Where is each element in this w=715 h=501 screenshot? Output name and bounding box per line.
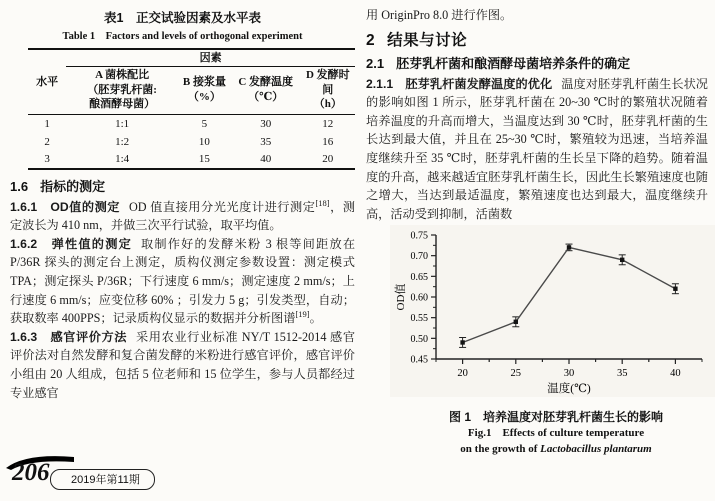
- section-title: 结果与讨论: [387, 31, 468, 49]
- table-cell: 1: [44, 117, 50, 130]
- col-b-line2: （%）: [187, 90, 221, 103]
- svg-text:25: 25: [510, 368, 522, 380]
- svg-text:OD值: OD值: [395, 283, 407, 311]
- table-header-col-a: [66, 67, 178, 115]
- col-a-line2: （胚芽乳杆菌:: [87, 83, 157, 96]
- page-number: 206: [12, 459, 50, 486]
- table-cell: 5: [201, 117, 208, 130]
- svg-text:0.60: 0.60: [410, 292, 428, 304]
- table-cell: 40: [260, 153, 272, 166]
- para-text: ，测定波长为 410 nm，并做三次平行试验，取平均值。: [10, 199, 356, 233]
- caption-text: Fig.1 Effects of culture temperature: [467, 427, 645, 440]
- issue-label: 2019年第11期: [50, 469, 155, 490]
- col-b-line1: B 接浆量: [182, 76, 226, 89]
- col-a-line1: A 菌株配比: [95, 69, 150, 82]
- table-cell: 1:2: [115, 135, 130, 148]
- para-text: 温度对胚芽乳杆菌生长状况的影响如图 1 所示，胚芽乳杆菌在 20~30 ℃时的繁殖状况随着培养温度的升高而增大，当温度达到 30 ℃时，胚芽乳杆菌的生长达到最大值，并且在 25~30 ℃时，繁殖较为迅速，当培养温度继续升至 35 ℃时，胚芽乳杆菌的生长呈下降的趋势。随着温度的升高，越来越适宜胚芽乳杆菌生长，因此生长繁殖速度也随之增大，当达到最适温度，繁殖速度也达到最大，温度继续升高，活动受到抑制，活菌数: [366, 76, 708, 221]
- svg-text:40: 40: [670, 368, 681, 380]
- table-cell: 1:1: [115, 117, 130, 130]
- page-footer: [4, 454, 224, 496]
- col-c-line2: （℃）: [248, 90, 284, 103]
- table-cell: 1:4: [115, 153, 130, 166]
- svg-text:30: 30: [563, 368, 575, 380]
- section-title: 指标的测定: [40, 178, 106, 194]
- para-text: 。: [309, 311, 322, 326]
- table-cell: 3: [44, 153, 50, 166]
- svg-text:0.70: 0.70: [410, 251, 428, 263]
- table-row: [28, 115, 355, 133]
- table-header-row: [28, 67, 355, 115]
- table-header-col-b: [178, 67, 231, 115]
- right-column: [366, 6, 708, 457]
- table-cell: 15: [198, 153, 210, 166]
- table-title-zh: 表1 正交试验因素及水平表: [104, 11, 261, 25]
- para-text: 取制作好的发酵米粉 3 根等间距放在 P/36R 探头的测定台上测定，质构仪测定参数设置：测定模式 TPA；测定探头 P/36R；下行速度 6 mm/s；测定速度 2 mm/s；上行速度 6 mm/s；应变位移 60% ；引发力 5 g；引发类型，自动；获取数率 400PPS；记录质构仪显示的数据并分析图谱: [10, 236, 356, 326]
- section-2-heading: [366, 28, 708, 50]
- figure1-caption-en-line2: [390, 441, 715, 457]
- svg-text:温度(℃): 温度(℃): [547, 383, 591, 396]
- svg-text:35: 35: [616, 368, 628, 380]
- para-1-6-3: [10, 328, 355, 402]
- svg-text:0.55: 0.55: [410, 313, 428, 325]
- para-text: 采用农业行业标准 NY/T 1512-2014 感官评价法对自然发酵和复合菌发酵的米粉进行感官评价，感官评价小组由 20 人组成，包括 5 位老师和 15 位学生，参与人员都经过专业感官: [10, 329, 356, 400]
- section-2-1-heading: [366, 53, 708, 72]
- para-1-6-1-head: 1.6.1 OD值的测定: [10, 199, 120, 214]
- citation-ref-18: [18]: [315, 197, 330, 208]
- table-row: [28, 151, 355, 169]
- figure1-caption-zh: 图 1 培养温度对胚芽乳杆菌生长的影响: [448, 410, 663, 425]
- section-number: 2.1: [366, 55, 385, 71]
- para-1-6-2-head: 1.6.2 弹性值的测定: [10, 236, 132, 251]
- figure-1: [390, 225, 715, 457]
- svg-text:0.75: 0.75: [410, 230, 428, 242]
- svg-text:0.65: 0.65: [410, 272, 428, 284]
- para-1-6-3-head: 1.6.3 感官评价方法: [10, 329, 128, 344]
- table-cell: 30: [260, 117, 272, 130]
- table-cell: 20: [322, 153, 334, 166]
- table-header-factors-group: 因素: [66, 49, 355, 67]
- left-column: [10, 6, 355, 402]
- para-1-6-2: [10, 235, 355, 328]
- section-number: 1.6: [10, 178, 29, 194]
- col-d-line2: （h）: [313, 97, 342, 110]
- species-name: Lactobacillus plantarum: [540, 443, 652, 456]
- citation-ref-19: [19]: [295, 309, 310, 320]
- svg-text:0.45: 0.45: [410, 354, 428, 366]
- table-row: [28, 133, 355, 151]
- para-1-6-1: [10, 198, 355, 235]
- para-2-1-1-head: 2.1.1 胚芽乳杆菌发酵温度的优化: [366, 76, 553, 91]
- table-cell: 2: [44, 135, 50, 148]
- para-origin: 用 OriginPro 8.0 进行作图。: [366, 8, 513, 22]
- section-1-6-heading: [10, 176, 355, 195]
- section-number: 2: [366, 31, 376, 49]
- col-c-line1: C 发酵温度: [238, 76, 294, 89]
- svg-text:20: 20: [457, 368, 468, 380]
- section-title: 胚芽乳杆菌和酿酒酵母菌培养条件的确定: [396, 55, 631, 71]
- table-header-level: 水平: [28, 49, 66, 115]
- col-a-line3: 酿酒酵母菌）: [89, 97, 156, 110]
- table-group-row: [28, 49, 355, 67]
- table-cell: 16: [322, 135, 334, 148]
- figure1-line-chart: [390, 225, 715, 397]
- table-cell: 10: [198, 135, 210, 148]
- svg-text:0.50: 0.50: [410, 334, 428, 346]
- orthogonal-factors-table: [28, 48, 355, 170]
- caption-text: on the growth of: [460, 443, 541, 456]
- para-2-1-1: [366, 75, 708, 224]
- table-header-col-d: [301, 67, 355, 115]
- figure1-caption-en-line1: [390, 425, 715, 441]
- table-cell: 35: [260, 135, 272, 148]
- col-d-line1: D 发酵时间: [305, 69, 350, 96]
- table-cell: 12: [322, 117, 334, 130]
- table-header-col-c: [231, 67, 301, 115]
- table-title-en: Table 1 Factors and levels of orthogonal experiment: [62, 31, 303, 42]
- para-text: OD 值直接用分光光度计进行测定: [129, 199, 316, 214]
